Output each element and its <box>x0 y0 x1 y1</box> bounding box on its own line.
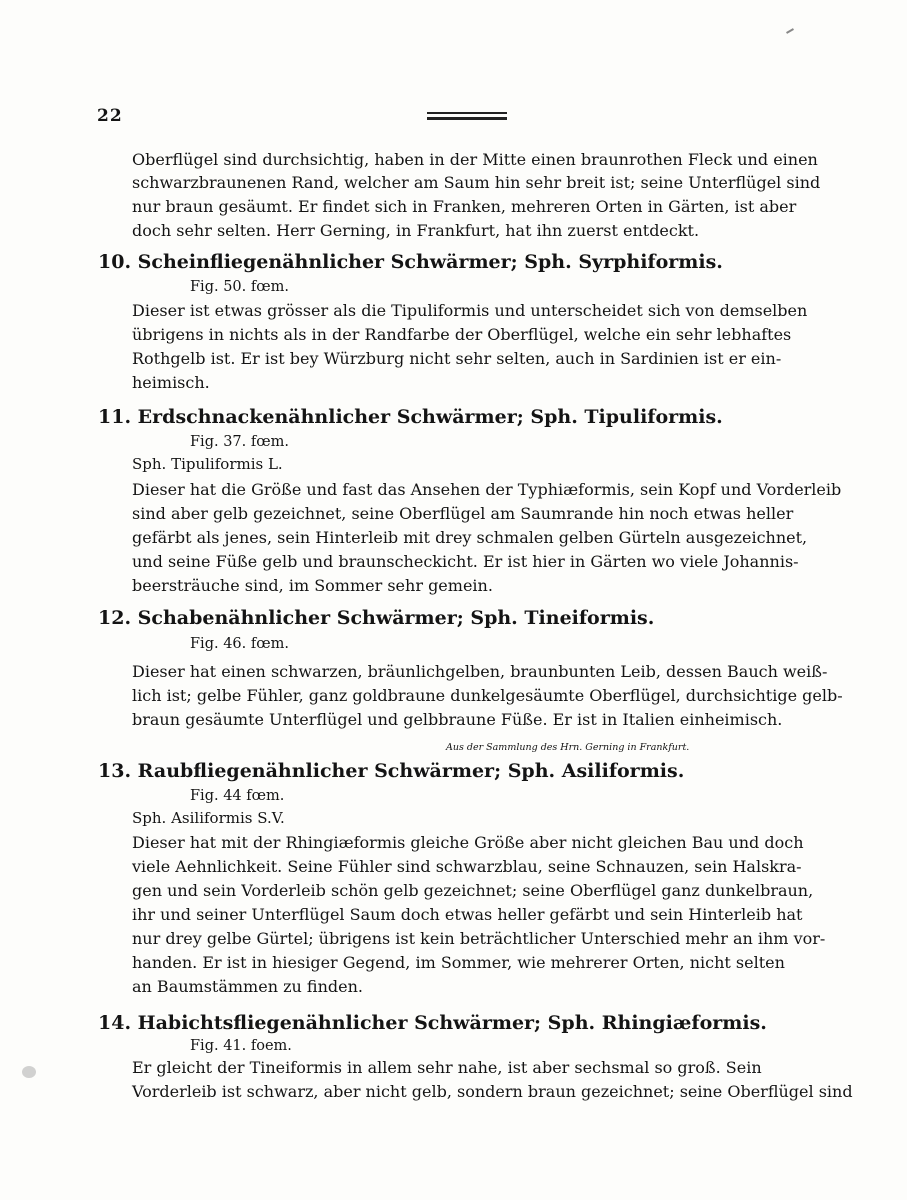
text-line: Rothgelb ist. Er ist bey Würzburg nicht sehr selten, auch in Sardinien ist er ein- <box>132 349 782 368</box>
page-number: 22 <box>97 106 123 126</box>
text-line: Dieser ist etwas grösser als die Tipuliformis und unterscheidet sich von demselben <box>132 301 808 320</box>
synonym-line: Sph. Tipuliformis L. <box>132 455 283 473</box>
text-line: viele Aehnlichkeit. Seine Fühler sind schwarzblau, seine Schnauzen, sein Halskra- <box>132 857 802 876</box>
text-line: doch sehr selten. Herr Gerning, in Frankfurt, hat ihn zuerst entdeckt. <box>132 221 700 240</box>
text-line: Vorderleib ist schwarz, aber nicht gelb, sondern braun gezeichnet; seine Oberflügel sind <box>132 1082 853 1101</box>
text-line: Oberflügel sind durchsichtig, haben in der Mitte einen braunrothen Fleck und einen <box>132 150 818 169</box>
text-line: gefärbt als jenes, sein Hinterleib mit drey schmalen gelben Gürteln ausgezeichnet, <box>132 528 808 547</box>
text-line: Dieser hat einen schwarzen, bräunlichgelben, braunbunten Leib, dessen Bauch weiß- <box>132 662 828 681</box>
paper-stain <box>22 1066 36 1078</box>
figure-reference: Fig. 50. fœm. <box>190 279 289 295</box>
text-line: an Baumstämmen zu finden. <box>132 977 363 996</box>
figure-reference: Fig. 46. fœm. <box>190 636 289 652</box>
figure-reference: Fig. 37. fœm. <box>190 434 289 450</box>
text-line: braun gesäumte Unterflügel und gelbbraune Füße. Er ist in Italien einheimisch. <box>132 710 783 729</box>
section-heading: 13. Raubfliegenähnlicher Schwärmer; Sph. Asiliformis. <box>98 760 685 782</box>
text-line: lich ist; gelbe Fühler, ganz goldbraune dunkelgesäumte Oberflügel, durchsichtige gelb- <box>132 686 843 705</box>
source-note: Aus der Sammlung des Hrn. Gerning in Frankfurt. <box>446 742 690 753</box>
text-line: Dieser hat die Größe und fast das Ansehen der Typhiæformis, sein Kopf und Vorderleib <box>132 480 842 499</box>
text-line: Er gleicht der Tineiformis in allem sehr nahe, ist aber sechsmal so groß. Sein <box>132 1058 762 1077</box>
text-line: heimisch. <box>132 373 210 392</box>
text-line: übrigens in nichts als in der Randfarbe der Oberflügel, welche ein sehr lebhaftes <box>132 325 792 344</box>
text-line: nur braun gesäumt. Er findet sich in Franken, mehreren Orten in Gärten, ist aber <box>132 197 797 216</box>
text-line: Dieser hat mit der Rhingiæformis gleiche Größe aber nicht gleichen Bau und doch <box>132 833 804 852</box>
section-heading: 10. Scheinfliegenähnlicher Schwärmer; Sph. Syrphiformis. <box>98 251 723 273</box>
margin-mark <box>786 28 794 34</box>
text-line: nur drey gelbe Gürtel; übrigens ist kein beträchtlicher Unterschied mehr an ihm vor- <box>132 929 826 948</box>
synonym-line: Sph. Asiliformis S.V. <box>132 809 285 827</box>
text-line: und seine Füße gelb und braunscheckicht. Er ist hier in Gärten wo viele Johannis- <box>132 552 799 571</box>
text-line: sind aber gelb gezeichnet, seine Oberflügel am Saumrande hin noch etwas heller <box>132 504 794 523</box>
text-line: beersträuche sind, im Sommer sehr gemein. <box>132 576 493 595</box>
figure-reference: Fig. 44 fœm. <box>190 788 285 804</box>
section-heading: 14. Habichtsfliegenähnlicher Schwärmer; Sph. Rhingiæformis. <box>98 1012 767 1034</box>
text-line: ihr und seiner Unterflügel Saum doch etwas heller gefärbt und sein Hinterleib hat <box>132 905 803 924</box>
text-line: handen. Er ist in hiesiger Gegend, im Sommer, wie mehrerer Orten, nicht selten <box>132 953 785 972</box>
text-line: gen und sein Vorderleib schön gelb gezeichnet; seine Oberflügel ganz dunkelbraun, <box>132 881 814 900</box>
header-rule <box>427 112 507 120</box>
section-heading: 11. Erdschnackenähnlicher Schwärmer; Sph. Tipuliformis. <box>98 406 723 428</box>
figure-reference: Fig. 41. foem. <box>190 1038 292 1054</box>
section-heading: 12. Schabenähnlicher Schwärmer; Sph. Tineiformis. <box>98 607 655 629</box>
text-line: schwarzbraunenen Rand, welcher am Saum hin sehr breit ist; seine Unterflügel sind <box>132 173 821 192</box>
